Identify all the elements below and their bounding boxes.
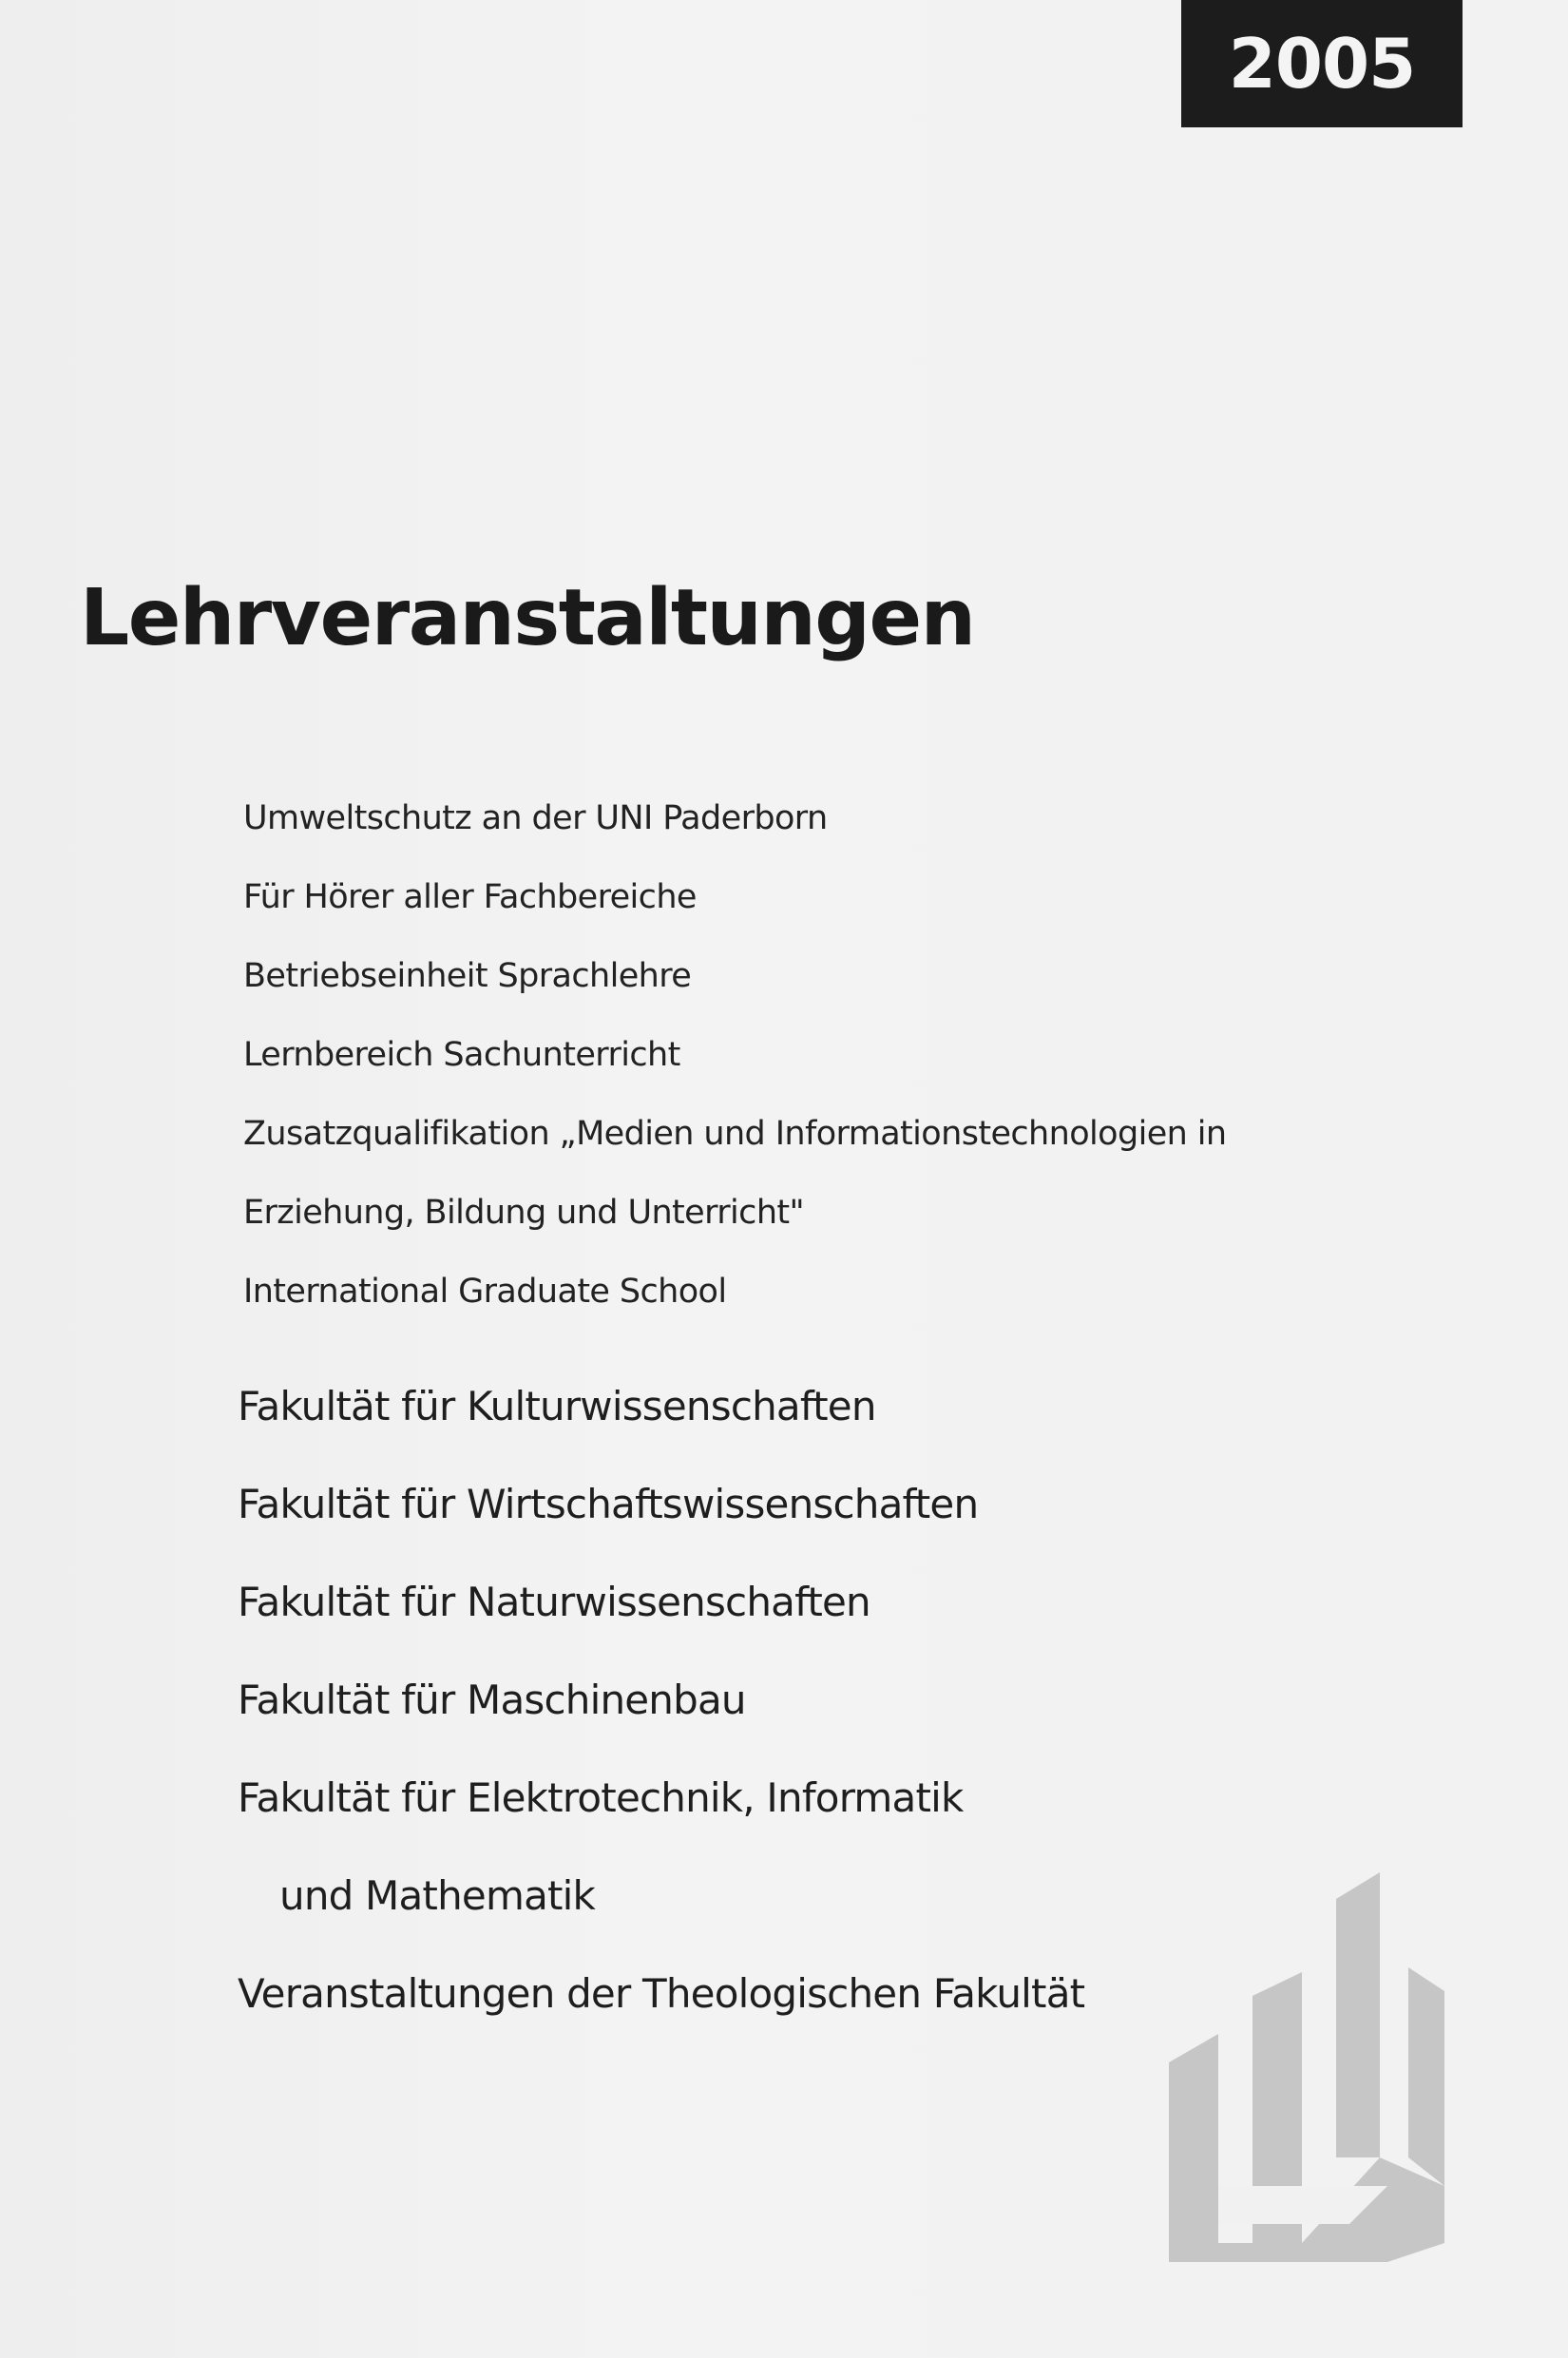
university-logo-icon [1159,1872,1463,2262]
faculty-item-elektrotechnik[interactable]: Fakultät für Elektrotechnik, Informatik [238,1774,964,1821]
list-item-sachunterricht[interactable]: Lernbereich Sachunterricht [243,1036,680,1074]
page-title: Lehrveranstaltungen [80,573,975,663]
faculty-item-wirtschaftswissenschaften[interactable]: Fakultät für Wirtschaftswissenschaften [238,1481,979,1527]
faculty-item-theologie[interactable]: Veranstaltungen der Theologischen Fakultät [238,1970,1085,2017]
list-item-zusatzqualifikation-cont[interactable]: Erziehung, Bildung und Unterricht" [243,1194,805,1232]
list-item-zusatzqualifikation[interactable]: Zusatzqualifikation „Medien und Informationstechnologien in [243,1115,1227,1153]
list-item-sprachlehre[interactable]: Betriebseinheit Sprachlehre [243,957,692,995]
faculty-item-naturwissenschaften[interactable]: Fakultät für Naturwissenschaften [238,1579,870,1625]
list-item-umweltschutz[interactable]: Umweltschutz an der UNI Paderborn [243,799,828,837]
faculty-item-elektrotechnik-cont[interactable]: und Mathematik [279,1872,596,1919]
faculty-list [238,1357,1084,2042]
faculty-item-maschinenbau[interactable]: Fakultät für Maschinenbau [238,1677,746,1723]
year-badge: 2005 [1181,0,1463,127]
faculty-item-kulturwissenschaften[interactable]: Fakultät für Kulturwissenschaften [238,1383,876,1429]
list-item-hoerer-aller-fachbereiche[interactable]: Für Hörer aller Fachbereiche [243,878,697,916]
special-programs-list [243,779,1226,1332]
list-item-graduate-school[interactable]: International Graduate School [243,1273,727,1311]
